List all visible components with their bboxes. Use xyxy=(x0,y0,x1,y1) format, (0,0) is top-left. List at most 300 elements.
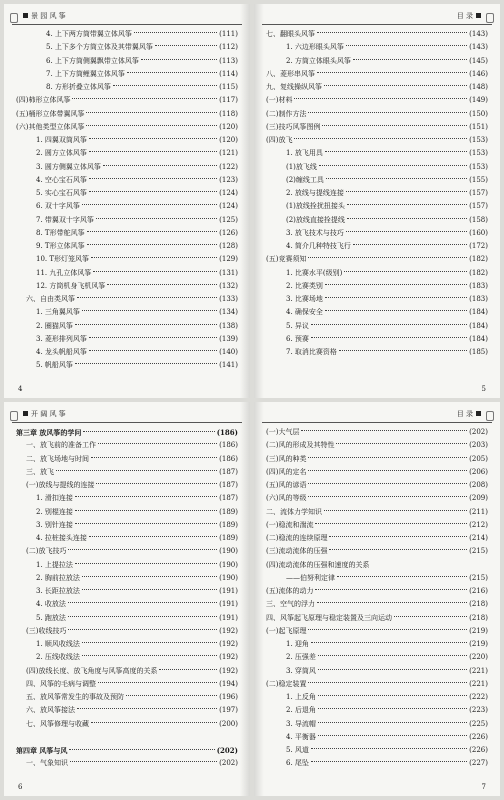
toc-entry xyxy=(266,253,488,266)
toc-leader-dots xyxy=(86,124,217,126)
dragon-ornament-icon xyxy=(10,411,18,421)
dragon-ornament-icon xyxy=(10,13,18,23)
page-header xyxy=(12,10,242,25)
toc-entry xyxy=(266,68,488,81)
toc-entry-page: (189) xyxy=(219,534,238,542)
toc-entry xyxy=(266,174,488,187)
toc-entry-page: (197) xyxy=(219,706,238,715)
toc-entry-title: (四)流动流体的压强和速度的关系 xyxy=(266,560,370,569)
toc-leader-dots xyxy=(89,177,217,179)
toc-entry xyxy=(266,320,488,333)
toc-entry-title: (四)柿形立体风筝 xyxy=(16,96,71,105)
toc-entry-page: (189) xyxy=(219,520,238,529)
toc-entry-page: (140) xyxy=(219,348,238,356)
toc-leader-dots xyxy=(127,71,217,73)
toc-entry-title: 六、放风筝接法 xyxy=(26,706,75,715)
toc-entry-page: (112) xyxy=(219,43,238,52)
toc-leader-dots xyxy=(326,177,467,179)
toc-entry-page: (158) xyxy=(469,215,488,224)
toc-entry-title: 三、空气的浮力 xyxy=(266,600,315,609)
toc-entry-title: (一)起飞原理 xyxy=(266,626,307,635)
toc-entry xyxy=(266,651,488,664)
toc-entry xyxy=(16,68,238,81)
toc-entry-page: (111) xyxy=(219,30,238,38)
toc-entry xyxy=(16,200,238,213)
toc-entry-page: (203) xyxy=(469,441,488,450)
toc-entry xyxy=(266,147,488,160)
toc-entry-title: 3. 别针连接 xyxy=(36,520,73,529)
toc-leader-dots xyxy=(113,84,217,86)
toc-entry xyxy=(266,718,488,731)
toc-entry-page: (121) xyxy=(219,149,238,158)
toc-entry xyxy=(16,333,238,346)
toc-entry-page: (133) xyxy=(219,295,238,303)
toc-leader-dots xyxy=(346,230,467,232)
toc-entry xyxy=(16,108,238,121)
toc-entry xyxy=(16,519,238,532)
toc-entry xyxy=(16,506,238,519)
toc-leader-dots xyxy=(294,137,467,139)
toc-entry-page: (208) xyxy=(469,481,488,489)
header-title: 开 阔 风 筝 xyxy=(31,410,66,418)
toc-leader-dots xyxy=(98,681,217,683)
toc-leader-dots xyxy=(346,190,467,192)
toc-entry-title: 三、放飞 xyxy=(26,467,54,476)
toc-entry-title: 七、翻眼头风筝 xyxy=(266,30,315,38)
toc-entry xyxy=(16,41,238,54)
toc-entry-page: (146) xyxy=(469,69,488,78)
toc-list xyxy=(16,28,238,373)
toc-list xyxy=(16,426,238,771)
toc-leader-dots xyxy=(308,482,467,484)
toc-entry-page: (160) xyxy=(469,228,488,237)
header-square-icon xyxy=(476,411,481,416)
toc-entry xyxy=(16,718,238,731)
toc-leader-dots xyxy=(311,641,467,643)
toc-entry-page: (186) xyxy=(219,441,238,450)
toc-entry xyxy=(266,55,488,68)
toc-entry-page: (157) xyxy=(469,202,488,211)
toc-entry-page: (191) xyxy=(219,587,238,595)
toc-entry xyxy=(266,426,488,439)
toc-entry-title: ——伯努利定律 xyxy=(286,573,335,582)
toc-entry xyxy=(16,134,238,147)
toc-entry xyxy=(16,665,238,678)
toc-leader-dots xyxy=(308,628,467,630)
toc-entry-page: (192) xyxy=(219,653,238,662)
toc-entry-page: (182) xyxy=(469,268,488,277)
toc-entry xyxy=(266,28,488,41)
toc-leader-dots xyxy=(70,760,217,762)
dragon-ornament-icon xyxy=(486,13,494,23)
toc-entry-page: (215) xyxy=(469,573,488,582)
toc-leader-dots xyxy=(75,362,217,364)
toc-entry xyxy=(266,704,488,717)
toc-entry xyxy=(16,598,238,611)
page-number: 5 xyxy=(481,385,486,393)
toc-leader-dots xyxy=(311,747,467,749)
toc-leader-dots xyxy=(318,707,467,709)
toc-entry-page: (184) xyxy=(469,321,488,330)
toc-leader-dots xyxy=(126,694,217,696)
page-number: 7 xyxy=(481,783,486,791)
toc-entry-page: (139) xyxy=(219,334,238,343)
toc-entry xyxy=(266,572,488,585)
toc-entry-title: 六、自由类风筝 xyxy=(26,295,75,303)
toc-entry-page: (191) xyxy=(219,613,238,622)
toc-entry-title: (二)稳定装置 xyxy=(266,679,307,688)
toc-entry xyxy=(16,359,238,372)
toc-leader-dots xyxy=(325,309,467,311)
header-square-icon xyxy=(23,13,28,18)
toc-leader-dots xyxy=(311,323,467,325)
toc-leader-dots xyxy=(77,296,217,298)
toc-entry-page: (157) xyxy=(469,189,488,197)
toc-entry xyxy=(16,731,238,744)
toc-entry-page: (200) xyxy=(219,719,238,728)
toc-leader-dots xyxy=(311,336,467,338)
toc-entry-page: (219) xyxy=(469,640,488,648)
toc-entry xyxy=(266,466,488,479)
toc-entry-page: (148) xyxy=(469,83,488,91)
toc-leader-dots xyxy=(347,203,467,205)
toc-entry-title: 12. 方筒机身飞机风筝 xyxy=(36,281,106,290)
toc-leader-dots xyxy=(346,44,467,46)
toc-leader-dots xyxy=(308,495,467,497)
page-fold-shadow xyxy=(240,402,250,796)
toc-entry-page: (138) xyxy=(219,321,238,330)
toc-entry-page: (187) xyxy=(219,494,238,503)
toc-entry-page: (218) xyxy=(469,613,488,622)
toc-entry-title: 2. 压强差 xyxy=(286,653,316,662)
toc-entry-title: 二、放飞场地与时间 xyxy=(26,454,89,463)
toc-entry-title: 9. T形立体风筝 xyxy=(36,242,85,250)
page-number: 4 xyxy=(18,385,23,393)
toc-leader-dots xyxy=(347,217,467,219)
toc-entry-title: (三)技巧风筝图例 xyxy=(266,122,321,131)
toc-entry xyxy=(16,545,238,558)
toc-entry-title: 一、放飞前的准备工作 xyxy=(26,441,96,450)
toc-leader-dots xyxy=(317,601,467,603)
toc-entry xyxy=(16,453,238,466)
toc-leader-dots xyxy=(308,111,467,113)
toc-entry-page: (226) xyxy=(469,732,488,741)
toc-leader-dots xyxy=(318,721,467,723)
toc-entry-title: 6. 预赛 xyxy=(286,334,309,343)
toc-entry-title: 5. 风道 xyxy=(286,746,309,754)
toc-entry xyxy=(16,306,238,319)
toc-leader-dots xyxy=(86,111,217,113)
toc-entry xyxy=(266,744,488,757)
book-page-4 xyxy=(4,4,250,398)
toc-entry xyxy=(266,585,488,598)
toc-entry-page: (124) xyxy=(219,189,238,197)
toc-entry-title: (四)放飞 xyxy=(266,136,293,144)
toc-entry xyxy=(16,346,238,359)
toc-leader-dots xyxy=(107,283,217,285)
toc-entry-title: (一)材料 xyxy=(266,96,293,105)
toc-leader-dots xyxy=(337,575,467,577)
toc-entry-page: (145) xyxy=(469,56,488,65)
toc-leader-dots xyxy=(82,309,217,311)
toc-entry-title: (五)竞赛须知 xyxy=(266,255,307,264)
toc-entry xyxy=(266,598,488,611)
toc-entry xyxy=(16,691,238,704)
toc-entry-title: (四)放线长度、放飞角度与风筝高度的关系 xyxy=(26,666,158,675)
toc-entry xyxy=(266,453,488,466)
toc-entry-title: (二)稳流的连续原理 xyxy=(266,534,328,542)
toc-entry xyxy=(16,532,238,545)
toc-entry-page: (153) xyxy=(469,149,488,158)
toc-entry-title: (1)放飞线 xyxy=(286,162,317,171)
toc-entry-page: (190) xyxy=(219,547,238,556)
toc-entry xyxy=(266,506,488,519)
toc-entry-page: (172) xyxy=(469,242,488,250)
toc-entry-title: 3. 圆方侧翼立体风筝 xyxy=(36,162,101,171)
toc-entry-page: (153) xyxy=(469,162,488,171)
toc-entry-page: (131) xyxy=(219,268,238,277)
toc-leader-dots xyxy=(75,323,217,325)
toc-entry-title: (三)风的种类 xyxy=(266,454,307,463)
toc-leader-dots xyxy=(75,562,217,564)
toc-leader-dots xyxy=(89,336,217,338)
toc-leader-dots xyxy=(317,31,467,33)
toc-list xyxy=(266,28,488,359)
toc-leader-dots xyxy=(96,482,217,484)
toc-entry xyxy=(266,346,488,359)
toc-entry-page: (220) xyxy=(469,653,488,662)
toc-entry-title: 8. 方形折叠立体风筝 xyxy=(46,83,111,91)
toc-entry-page: (184) xyxy=(469,334,488,343)
toc-leader-dots xyxy=(318,734,467,736)
toc-entry-title: 八、菱形串风筝 xyxy=(266,69,315,78)
book-page-6 xyxy=(4,402,250,796)
toc-entry xyxy=(266,227,488,240)
toc-entry-page: (215) xyxy=(469,547,488,556)
header-title: 目 录 xyxy=(456,12,473,20)
toc-entry-title: 4. 龙头帆船风筝 xyxy=(36,348,87,356)
toc-entry-title: (2)放线直接拴提线 xyxy=(286,215,345,224)
toc-entry-title: (一)放线与提线的连接 xyxy=(26,481,95,489)
toc-entry xyxy=(266,200,488,213)
toc-entry-page: (221) xyxy=(469,666,488,675)
toc-entry-page: (183) xyxy=(469,295,488,303)
toc-leader-dots xyxy=(75,522,217,524)
toc-entry-title: 1. 比赛水平(级别) xyxy=(286,268,343,277)
toc-entry xyxy=(266,625,488,638)
toc-entry-title: 6. 尾坠 xyxy=(286,759,309,768)
toc-entry xyxy=(16,240,238,253)
toc-leader-dots xyxy=(83,430,214,432)
toc-entry-page: (192) xyxy=(219,626,238,635)
toc-entry-title: (二)放飞技巧 xyxy=(26,547,67,556)
toc-leader-dots xyxy=(159,668,217,670)
toc-entry xyxy=(266,612,488,625)
toc-entry-title: (六)其他类型立体风筝 xyxy=(16,122,85,131)
toc-entry-page: (222) xyxy=(469,693,488,701)
toc-leader-dots xyxy=(77,707,217,709)
toc-entry-title: 七、风筝修理与收藏 xyxy=(26,719,89,728)
toc-entry-title: 4. 上下两方筒带翼立体风筝 xyxy=(46,30,132,38)
toc-entry xyxy=(266,691,488,704)
toc-leader-dots xyxy=(82,588,217,590)
toc-entry-page: (141) xyxy=(219,361,238,370)
toc-leader-dots xyxy=(315,522,467,524)
toc-entry-title: 3. 长距拉放法 xyxy=(36,587,80,595)
toc-entry xyxy=(16,559,238,572)
toc-leader-dots xyxy=(318,654,467,656)
toc-entry xyxy=(16,253,238,266)
toc-leader-dots xyxy=(87,230,218,232)
toc-entry-title: 2. 方筒立体眼头风筝 xyxy=(286,56,351,65)
toc-entry-page: (184) xyxy=(469,308,488,317)
page-fold-shadow xyxy=(254,402,264,796)
toc-entry-title: 6. 上下方筒侧翼飘带立体风筝 xyxy=(46,56,139,65)
toc-entry xyxy=(16,572,238,585)
toc-entry-title: 3. 放飞技术与技巧 xyxy=(286,228,344,237)
toc-entry-page: (192) xyxy=(219,640,238,648)
toc-entry-title: 第四章 风筝与风 xyxy=(16,746,68,755)
toc-entry xyxy=(16,94,238,107)
toc-entry-title: 1. 六边形眼头风筝 xyxy=(286,43,344,52)
toc-entry xyxy=(266,267,488,280)
toc-entry-title: 1. 滑扣连接 xyxy=(36,494,73,503)
toc-entry-page: (190) xyxy=(219,573,238,582)
toc-entry xyxy=(266,214,488,227)
toc-entry-page: (187) xyxy=(219,467,238,476)
toc-entry-title: 四、风筝的毛病与调整 xyxy=(26,679,96,688)
toc-leader-dots xyxy=(322,124,467,126)
toc-leader-dots xyxy=(89,535,217,537)
toc-entry xyxy=(16,439,238,452)
toc-leader-dots xyxy=(82,203,217,205)
toc-leader-dots xyxy=(319,164,467,166)
page-header xyxy=(12,408,242,423)
toc-entry-page: (185) xyxy=(469,348,488,356)
toc-leader-dots xyxy=(72,97,217,99)
toc-entry-page: (187) xyxy=(219,481,238,489)
toc-entry-page: (192) xyxy=(219,666,238,675)
toc-entry-page: (132) xyxy=(219,281,238,290)
toc-entry-page: (182) xyxy=(469,255,488,264)
toc-leader-dots xyxy=(82,641,217,643)
toc-leader-dots xyxy=(325,150,467,152)
toc-entry xyxy=(16,585,238,598)
toc-entry-title: 2. 圆方立体风筝 xyxy=(36,149,87,158)
toc-leader-dots xyxy=(317,71,467,73)
toc-entry-page: (191) xyxy=(219,600,238,609)
toc-entry-title: (二)风的形成及其特性 xyxy=(266,441,335,450)
toc-entry-page: (128) xyxy=(219,242,238,250)
toc-entry xyxy=(16,638,238,651)
toc-entry-title: 2. 别棍连接 xyxy=(36,507,73,516)
toc-entry-title: 2. 比赛类别 xyxy=(286,281,323,290)
toc-entry xyxy=(16,227,238,240)
toc-leader-dots xyxy=(329,548,467,550)
toc-entry-page: (129) xyxy=(219,255,238,264)
toc-entry-title: 4. 收放法 xyxy=(36,600,66,609)
toc-entry-page: (221) xyxy=(469,679,488,688)
toc-leader-dots xyxy=(394,615,467,617)
toc-leader-dots xyxy=(68,628,217,630)
toc-entry-page: (216) xyxy=(469,587,488,595)
toc-entry xyxy=(16,320,238,333)
toc-entry-page: (143) xyxy=(469,30,488,38)
toc-entry-page: (226) xyxy=(469,746,488,754)
toc-entry xyxy=(16,492,238,505)
toc-entry xyxy=(266,545,488,558)
toc-entry-title: 3. 穿筒风 xyxy=(286,666,316,675)
toc-entry-title: 5. 帆船风筝 xyxy=(36,361,73,370)
toc-entry-title: 3. 菱形排列风筝 xyxy=(36,334,87,343)
toc-leader-dots xyxy=(141,58,217,60)
toc-entry xyxy=(16,744,238,757)
toc-entry xyxy=(16,55,238,68)
toc-entry-title: 7. 带翼双十字风筝 xyxy=(36,215,94,224)
toc-leader-dots xyxy=(308,456,467,458)
toc-entry-title: 7. 上下方筒鲤翼立体风筝 xyxy=(46,69,125,78)
toc-entry-title: (三)收线技巧 xyxy=(26,626,67,635)
toc-entry-page: (227) xyxy=(469,759,488,768)
toc-entry-title: 5. 实心宝石风筝 xyxy=(36,189,87,197)
toc-entry-title: 四、风筝起飞原理与稳定装置及三向运动 xyxy=(266,613,392,622)
toc-entry-title: 九、复线操纵风筝 xyxy=(266,83,322,91)
toc-entry-page: (126) xyxy=(219,228,238,237)
toc-leader-dots xyxy=(311,760,467,762)
toc-entry-title: 第三章 放风筝的学问 xyxy=(16,428,82,437)
toc-entry-page: (151) xyxy=(469,122,488,131)
toc-entry-page: (120) xyxy=(219,122,238,131)
page-header xyxy=(262,10,492,25)
toc-entry xyxy=(16,651,238,664)
header-square-icon xyxy=(476,13,481,18)
toc-entry-page: (202) xyxy=(216,746,238,755)
toc-entry-page: (150) xyxy=(469,109,488,118)
toc-leader-dots xyxy=(325,283,467,285)
toc-entry-title: 5. 上下多个方筒立体及其带翼风筝 xyxy=(46,43,153,52)
toc-entry xyxy=(266,665,488,678)
toc-entry-title: 6. 双十字风筝 xyxy=(36,202,80,211)
toc-entry-title: (一)大气层 xyxy=(266,428,300,436)
toc-entry xyxy=(266,678,488,691)
toc-entry-page: (186) xyxy=(219,454,238,463)
toc-entry-title: 3. 比赛场地 xyxy=(286,295,323,303)
toc-entry-title: 1. 上反角 xyxy=(286,693,316,701)
toc-entry xyxy=(266,306,488,319)
toc-entry-title: (二)制作方法 xyxy=(266,109,307,118)
toc-leader-dots xyxy=(75,509,217,511)
toc-entry-page: (183) xyxy=(469,281,488,290)
toc-entry xyxy=(16,466,238,479)
toc-entry-title: 7. 取消比赛资格 xyxy=(286,348,337,356)
toc-entry-title: 10. T形灯笼风筝 xyxy=(36,255,90,264)
toc-entry-title: 2. 后退角 xyxy=(286,706,316,715)
toc-entry-title: 1. 三角翼风筝 xyxy=(36,308,80,317)
toc-entry xyxy=(266,121,488,134)
toc-entry xyxy=(266,757,488,770)
toc-entry-page: (134) xyxy=(219,308,238,317)
toc-entry-page: (123) xyxy=(219,175,238,184)
toc-entry xyxy=(266,94,488,107)
toc-entry-title: (五)流体的动力 xyxy=(266,587,314,595)
header-square-icon xyxy=(23,411,28,416)
toc-leader-dots xyxy=(318,668,467,670)
toc-entry-page: (125) xyxy=(219,215,238,224)
toc-entry xyxy=(266,240,488,253)
toc-entry xyxy=(16,267,238,280)
toc-entry-title: 2. 胸前拉放法 xyxy=(36,573,80,582)
header-title: 景 园 风 筝 xyxy=(31,12,66,20)
